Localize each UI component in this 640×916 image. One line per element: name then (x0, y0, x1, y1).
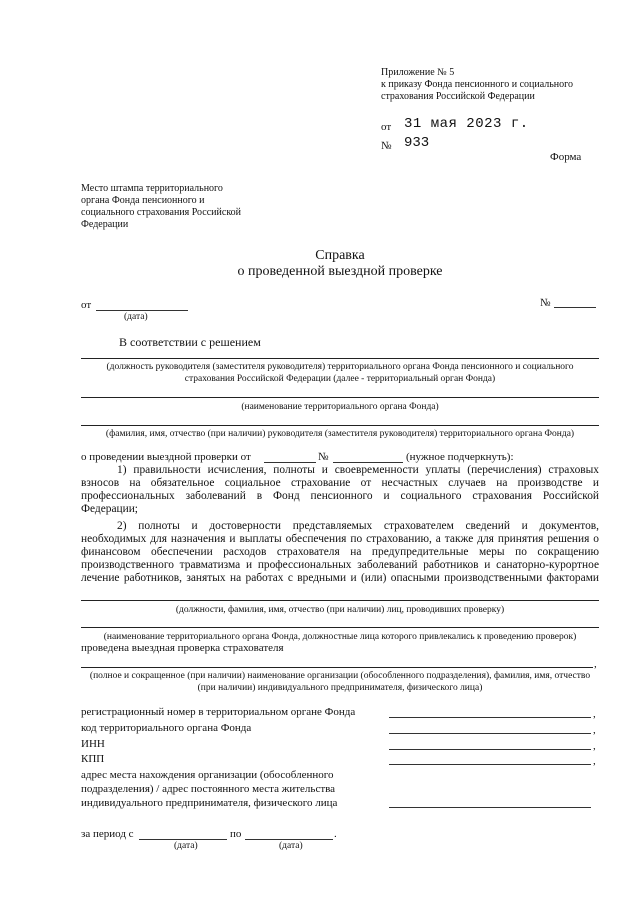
order-date-value: 31 мая 2023 г. (404, 116, 529, 132)
inn-field[interactable] (389, 749, 591, 750)
decision-caption1-line2: страхования Российской Федерации (далее - территориальный орган Фонда) (184, 374, 496, 384)
inspection-number-label: № (318, 451, 329, 463)
decision-line2[interactable] (81, 397, 599, 398)
insured-caption-line1: (полное и сокращенное (при наличии) наименование организации (обособленного подразделения), фамилия, имя, отчество (89, 671, 591, 681)
from-label: от (81, 299, 92, 311)
insured-caption-line2: (при наличии) индивидуального предпринимателя, физического лица) (197, 683, 483, 693)
inn-label: ИНН (81, 738, 105, 750)
number-field-line[interactable] (554, 307, 596, 308)
item2-line2: необходимых для назначения и выплаты обеспечения по страхованию, а также для принятия решения о (81, 533, 599, 545)
territorial-code-comma: , (593, 724, 596, 736)
stamp-place-line4: Федерации (81, 219, 129, 230)
period-label: за период с (81, 828, 134, 840)
period-end-dot: . (334, 828, 337, 840)
conducted-label: проведена выездная проверка страхователя (81, 642, 284, 654)
form-label: Форма (550, 151, 582, 163)
address-label-line2: подразделения) / адрес постоянного места жительства (81, 783, 336, 795)
kpp-label: КПП (81, 753, 105, 765)
item1-line1: 1) правильности исчисления, полноты и своевременности уплаты (перечисления) страховых (117, 464, 599, 476)
territorial-code-field[interactable] (389, 733, 591, 734)
insured-line[interactable] (81, 667, 593, 668)
item1-line3: профессиональных заболеваний в Фонд пенсионного и социального страхования Российской (81, 490, 599, 502)
engaged-caption: (наименование территориального органа Фонда, должностные лица которого привлекались к проведению проверок) (103, 632, 577, 642)
order-number-prefix: № (381, 140, 392, 152)
inspection-date-field[interactable] (264, 462, 316, 463)
appendix-org: страхования Российской Федерации (381, 91, 535, 102)
item2-line3: финансовом обеспечении расходов страхователя на предупредительные меры по сокращению (81, 546, 599, 558)
decision-caption3: (фамилия, имя, отчество (при наличии) руководителя (заместителя руководителя) территориального органа Фонда) (105, 429, 575, 439)
order-date-prefix: от (381, 121, 392, 133)
decision-intro: В соответствии с решением (119, 335, 261, 349)
inspectors-line[interactable] (81, 600, 599, 601)
date-caption: (дата) (124, 312, 148, 322)
item2-line1: 2) полноты и достоверности представляемых страхователем сведений и документов, (117, 520, 599, 532)
kpp-field[interactable] (389, 764, 591, 765)
period-to-label: по (230, 828, 242, 840)
kpp-comma: , (593, 755, 596, 767)
stamp-place-line2: органа Фонда пенсионного и (81, 195, 205, 206)
stamp-place-line1: Место штампа территориального (81, 183, 223, 194)
document-title: Справка (315, 248, 365, 263)
item2-line5: лечение работников, занятых на работах с вредными и (или) опасными производственными факторами (81, 572, 599, 584)
insured-comma: , (594, 658, 597, 670)
appendix-number: Приложение № 5 (381, 67, 455, 78)
address-label-line1: адрес места нахождения организации (обособленного (81, 769, 334, 781)
reg-number-field[interactable] (389, 717, 591, 718)
reg-number-comma: , (593, 708, 596, 720)
item1-line4: Федерации; (81, 503, 138, 515)
inn-comma: , (593, 740, 596, 752)
address-field[interactable] (389, 807, 591, 808)
address-label-line3: индивидуального предпринимателя, физического лица (81, 797, 338, 809)
inspection-number-field[interactable] (333, 462, 403, 463)
period-end-caption: (дата) (279, 841, 303, 851)
order-number-value: 933 (404, 135, 430, 151)
document-subtitle: о проведенной выездной проверке (237, 264, 443, 279)
decision-caption2: (наименование территориального органа Фонда) (241, 402, 439, 412)
number-label: № (540, 297, 551, 309)
period-start-caption: (дата) (174, 841, 198, 851)
decision-line1[interactable] (81, 358, 599, 359)
inspection-from-label: о проведении выездной проверки от (81, 451, 251, 463)
decision-caption1-line1: (должность руководителя (заместителя руководителя) территориального органа Фонда пенсионного и социального (106, 362, 574, 372)
item1-line2: взносов на обязательное социальное страхование от несчастных случаев на производстве и (81, 477, 599, 489)
item2-line4: производственного травматизма и профессиональных заболеваний работников и санаторно-курортное (81, 559, 599, 571)
underline-note: (нужное подчеркнуть): (406, 451, 514, 463)
engaged-line[interactable] (81, 627, 599, 628)
stamp-place-line3: социального страхования Российской (81, 207, 242, 218)
appendix-order-ref: к приказу Фонда пенсионного и социального (381, 79, 573, 90)
decision-line3[interactable] (81, 425, 599, 426)
inspectors-caption: (должности, фамилия, имя, отчество (при наличии) лиц, проводивших проверку) (175, 605, 505, 615)
reg-number-label: регистрационный номер в территориальном органе Фонда (81, 706, 356, 718)
territorial-code-label: код территориального органа Фонда (81, 722, 252, 734)
